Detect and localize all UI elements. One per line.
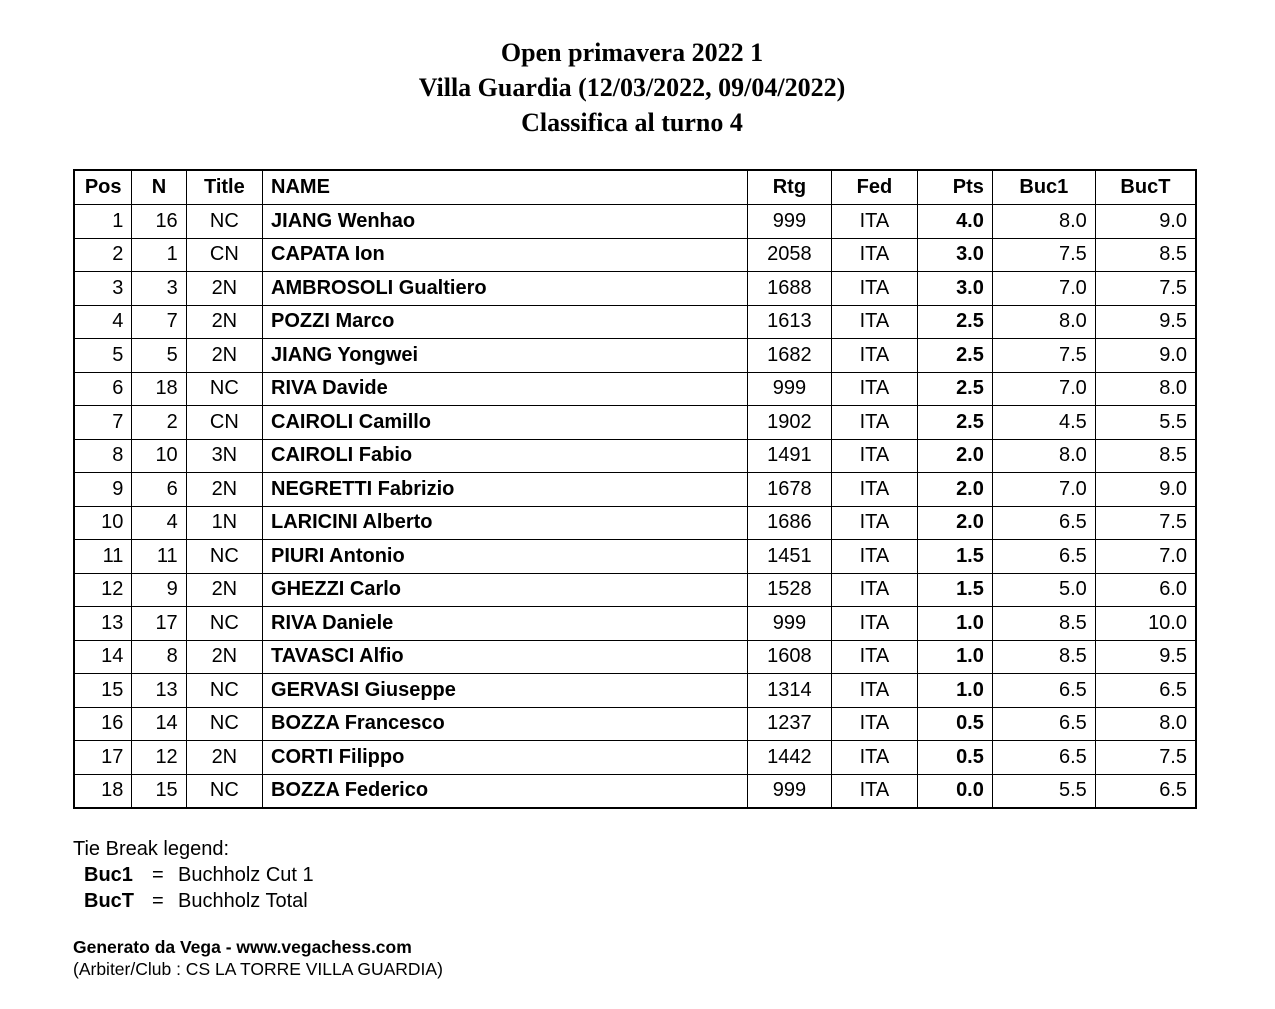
cell-pos: 18: [74, 774, 132, 808]
table-row: [74, 238, 1196, 272]
cell-buc1: 7.5: [992, 238, 1095, 272]
cell-n: 6: [132, 473, 186, 507]
cell-player-name: GERVASI Giuseppe: [263, 674, 748, 708]
cell-rating: 1608: [747, 640, 831, 674]
cell-buc1: 5.0: [992, 573, 1095, 607]
cell-buc1: 8.0: [992, 305, 1095, 339]
cell-pos: 16: [74, 707, 132, 741]
table-row: [74, 741, 1196, 775]
cell-player-name: LARICINI Alberto: [263, 506, 748, 540]
cell-pos: 15: [74, 674, 132, 708]
cell-pos: 10: [74, 506, 132, 540]
cell-title: NC: [186, 674, 262, 708]
cell-federation: ITA: [832, 439, 918, 473]
column-header-n: N: [132, 170, 186, 205]
standings-table: [73, 169, 1197, 809]
cell-rating: 1613: [747, 305, 831, 339]
cell-buct: 9.5: [1095, 305, 1196, 339]
cell-rating: 2058: [747, 238, 831, 272]
cell-rating: 1902: [747, 406, 831, 440]
cell-n: 2: [132, 406, 186, 440]
cell-buc1: 8.5: [992, 640, 1095, 674]
cell-n: 14: [132, 707, 186, 741]
cell-pos: 9: [74, 473, 132, 507]
cell-federation: ITA: [832, 406, 918, 440]
cell-title: 2N: [186, 573, 262, 607]
cell-buc1: 6.5: [992, 540, 1095, 574]
cell-points: 2.5: [917, 372, 992, 406]
cell-buc1: 7.0: [992, 272, 1095, 306]
cell-n: 3: [132, 272, 186, 306]
cell-title: 1N: [186, 506, 262, 540]
cell-player-name: PIURI Antonio: [263, 540, 748, 574]
table-row: [74, 573, 1196, 607]
column-header-name: NAME: [263, 170, 748, 205]
cell-buct: 9.0: [1095, 339, 1196, 373]
cell-buc1: 8.0: [992, 439, 1095, 473]
cell-federation: ITA: [832, 741, 918, 775]
cell-buc1: 8.5: [992, 607, 1095, 641]
cell-title: 2N: [186, 640, 262, 674]
cell-points: 2.5: [917, 406, 992, 440]
cell-pos: 12: [74, 573, 132, 607]
table-row: [74, 540, 1196, 574]
column-header-rtg: Rtg: [747, 170, 831, 205]
cell-player-name: CAPATA Ion: [263, 238, 748, 272]
cell-federation: ITA: [832, 607, 918, 641]
cell-title: CN: [186, 406, 262, 440]
cell-rating: 1678: [747, 473, 831, 507]
table-row: [74, 272, 1196, 306]
cell-player-name: POZZI Marco: [263, 305, 748, 339]
cell-federation: ITA: [832, 774, 918, 808]
column-header-buc1: Buc1: [992, 170, 1095, 205]
cell-pos: 2: [74, 238, 132, 272]
cell-buc1: 6.5: [992, 674, 1095, 708]
cell-points: 2.0: [917, 506, 992, 540]
legend-description: Buchholz Cut 1: [178, 864, 314, 886]
cell-buc1: 5.5: [992, 774, 1095, 808]
document-footer: [73, 936, 443, 980]
legend-equals: =: [152, 890, 164, 912]
table-row: [74, 640, 1196, 674]
cell-n: 7: [132, 305, 186, 339]
cell-points: 2.5: [917, 339, 992, 373]
cell-rating: 999: [747, 607, 831, 641]
cell-player-name: JIANG Yongwei: [263, 339, 748, 373]
legend-item: [84, 888, 314, 914]
cell-title: 2N: [186, 473, 262, 507]
cell-rating: 1442: [747, 741, 831, 775]
cell-buc1: 7.0: [992, 372, 1095, 406]
table-row: [74, 774, 1196, 808]
table-row: [74, 205, 1196, 239]
cell-player-name: CORTI Filippo: [263, 741, 748, 775]
cell-n: 17: [132, 607, 186, 641]
cell-points: 2.0: [917, 439, 992, 473]
column-header-title: Title: [186, 170, 262, 205]
arbiter-club: (Arbiter/Club : CS LA TORRE VILLA GUARDIA): [73, 959, 443, 979]
cell-title: NC: [186, 372, 262, 406]
cell-buct: 8.5: [1095, 238, 1196, 272]
cell-buct: 10.0: [1095, 607, 1196, 641]
cell-player-name: JIANG Wenhao: [263, 205, 748, 239]
cell-points: 3.0: [917, 238, 992, 272]
cell-pos: 8: [74, 439, 132, 473]
cell-player-name: CAIROLI Fabio: [263, 439, 748, 473]
cell-pos: 7: [74, 406, 132, 440]
standings-body: [74, 205, 1196, 809]
cell-buct: 9.5: [1095, 640, 1196, 674]
table-row: [74, 406, 1196, 440]
cell-rating: 999: [747, 372, 831, 406]
cell-points: 1.0: [917, 674, 992, 708]
cell-pos: 17: [74, 741, 132, 775]
cell-federation: ITA: [832, 339, 918, 373]
cell-rating: 999: [747, 774, 831, 808]
cell-points: 2.0: [917, 473, 992, 507]
cell-points: 1.5: [917, 540, 992, 574]
cell-federation: ITA: [832, 305, 918, 339]
cell-buc1: 6.5: [992, 741, 1095, 775]
table-row: [74, 506, 1196, 540]
tie-break-legend: [73, 836, 314, 914]
cell-title: NC: [186, 707, 262, 741]
cell-n: 12: [132, 741, 186, 775]
table-row: [74, 607, 1196, 641]
cell-rating: 999: [747, 205, 831, 239]
cell-title: NC: [186, 540, 262, 574]
cell-title: 2N: [186, 272, 262, 306]
cell-buc1: 7.5: [992, 339, 1095, 373]
cell-player-name: RIVA Davide: [263, 372, 748, 406]
cell-rating: 1688: [747, 272, 831, 306]
cell-rating: 1528: [747, 573, 831, 607]
cell-buc1: 8.0: [992, 205, 1095, 239]
cell-points: 0.5: [917, 741, 992, 775]
cell-buct: 7.5: [1095, 741, 1196, 775]
cell-buct: 8.5: [1095, 439, 1196, 473]
cell-buct: 9.0: [1095, 473, 1196, 507]
cell-buct: 8.0: [1095, 707, 1196, 741]
cell-n: 13: [132, 674, 186, 708]
cell-buc1: 4.5: [992, 406, 1095, 440]
table-row: [74, 339, 1196, 373]
cell-pos: 6: [74, 372, 132, 406]
cell-n: 9: [132, 573, 186, 607]
cell-pos: 5: [74, 339, 132, 373]
standings-round-title: Classifica al turno 4: [521, 108, 743, 137]
cell-federation: ITA: [832, 272, 918, 306]
cell-federation: ITA: [832, 573, 918, 607]
table-row: [74, 707, 1196, 741]
cell-n: 4: [132, 506, 186, 540]
cell-buct: 7.5: [1095, 506, 1196, 540]
cell-player-name: GHEZZI Carlo: [263, 573, 748, 607]
cell-buct: 6.0: [1095, 573, 1196, 607]
cell-pos: 3: [74, 272, 132, 306]
cell-points: 1.0: [917, 640, 992, 674]
cell-rating: 1451: [747, 540, 831, 574]
tournament-title: Open primavera 2022 1: [500, 38, 764, 67]
cell-buc1: 7.0: [992, 473, 1095, 507]
cell-player-name: NEGRETTI Fabrizio: [263, 473, 748, 507]
cell-n: 8: [132, 640, 186, 674]
cell-points: 4.0: [917, 205, 992, 239]
cell-pos: 13: [74, 607, 132, 641]
column-header-pts: Pts: [917, 170, 992, 205]
cell-pos: 14: [74, 640, 132, 674]
cell-points: 3.0: [917, 272, 992, 306]
cell-title: 2N: [186, 339, 262, 373]
legend-abbr: Buc1: [84, 864, 133, 886]
generator-credit: Generato da Vega - www.vegachess.com: [73, 937, 412, 957]
legend-description: Buchholz Total: [178, 890, 308, 912]
cell-rating: 1314: [747, 674, 831, 708]
column-header-pos: Pos: [74, 170, 132, 205]
cell-pos: 4: [74, 305, 132, 339]
legend-abbr: BucT: [84, 890, 134, 912]
cell-player-name: BOZZA Federico: [263, 774, 748, 808]
table-row: [74, 305, 1196, 339]
cell-pos: 11: [74, 540, 132, 574]
cell-n: 1: [132, 238, 186, 272]
cell-points: 2.5: [917, 305, 992, 339]
cell-title: NC: [186, 205, 262, 239]
cell-rating: 1491: [747, 439, 831, 473]
cell-buct: 9.0: [1095, 205, 1196, 239]
column-header-fed: Fed: [832, 170, 918, 205]
cell-player-name: BOZZA Francesco: [263, 707, 748, 741]
table-header-row: [74, 170, 1196, 205]
cell-n: 11: [132, 540, 186, 574]
cell-buct: 7.0: [1095, 540, 1196, 574]
cell-federation: ITA: [832, 473, 918, 507]
table-row: [74, 674, 1196, 708]
cell-points: 1.0: [917, 607, 992, 641]
cell-rating: 1686: [747, 506, 831, 540]
cell-points: 0.0: [917, 774, 992, 808]
cell-player-name: CAIROLI Camillo: [263, 406, 748, 440]
cell-pos: 1: [74, 205, 132, 239]
legend-title: Tie Break legend:: [73, 838, 230, 860]
cell-player-name: AMBROSOLI Gualtiero: [263, 272, 748, 306]
cell-n: 10: [132, 439, 186, 473]
cell-federation: ITA: [832, 640, 918, 674]
cell-rating: 1237: [747, 707, 831, 741]
cell-title: 2N: [186, 305, 262, 339]
tournament-venue-dates: Villa Guardia (12/03/2022, 09/04/2022): [418, 73, 846, 102]
cell-federation: ITA: [832, 540, 918, 574]
table-row: [74, 439, 1196, 473]
cell-n: 18: [132, 372, 186, 406]
cell-points: 0.5: [917, 707, 992, 741]
cell-n: 16: [132, 205, 186, 239]
cell-player-name: TAVASCI Alfio: [263, 640, 748, 674]
table-row: [74, 473, 1196, 507]
cell-federation: ITA: [832, 506, 918, 540]
table-row: [74, 372, 1196, 406]
cell-rating: 1682: [747, 339, 831, 373]
cell-title: 3N: [186, 439, 262, 473]
cell-buc1: 6.5: [992, 707, 1095, 741]
legend-item: [84, 862, 314, 888]
cell-title: NC: [186, 774, 262, 808]
cell-buct: 5.5: [1095, 406, 1196, 440]
cell-buct: 8.0: [1095, 372, 1196, 406]
cell-title: 2N: [186, 741, 262, 775]
cell-player-name: RIVA Daniele: [263, 607, 748, 641]
column-header-buct: BucT: [1095, 170, 1196, 205]
cell-federation: ITA: [832, 238, 918, 272]
cell-federation: ITA: [832, 707, 918, 741]
document-header: [0, 35, 1264, 140]
cell-federation: ITA: [832, 372, 918, 406]
cell-buct: 6.5: [1095, 774, 1196, 808]
cell-n: 5: [132, 339, 186, 373]
legend-equals: =: [152, 864, 164, 886]
cell-title: NC: [186, 607, 262, 641]
cell-buc1: 6.5: [992, 506, 1095, 540]
cell-federation: ITA: [832, 205, 918, 239]
cell-title: CN: [186, 238, 262, 272]
cell-buct: 6.5: [1095, 674, 1196, 708]
cell-federation: ITA: [832, 674, 918, 708]
cell-buct: 7.5: [1095, 272, 1196, 306]
cell-points: 1.5: [917, 573, 992, 607]
cell-n: 15: [132, 774, 186, 808]
